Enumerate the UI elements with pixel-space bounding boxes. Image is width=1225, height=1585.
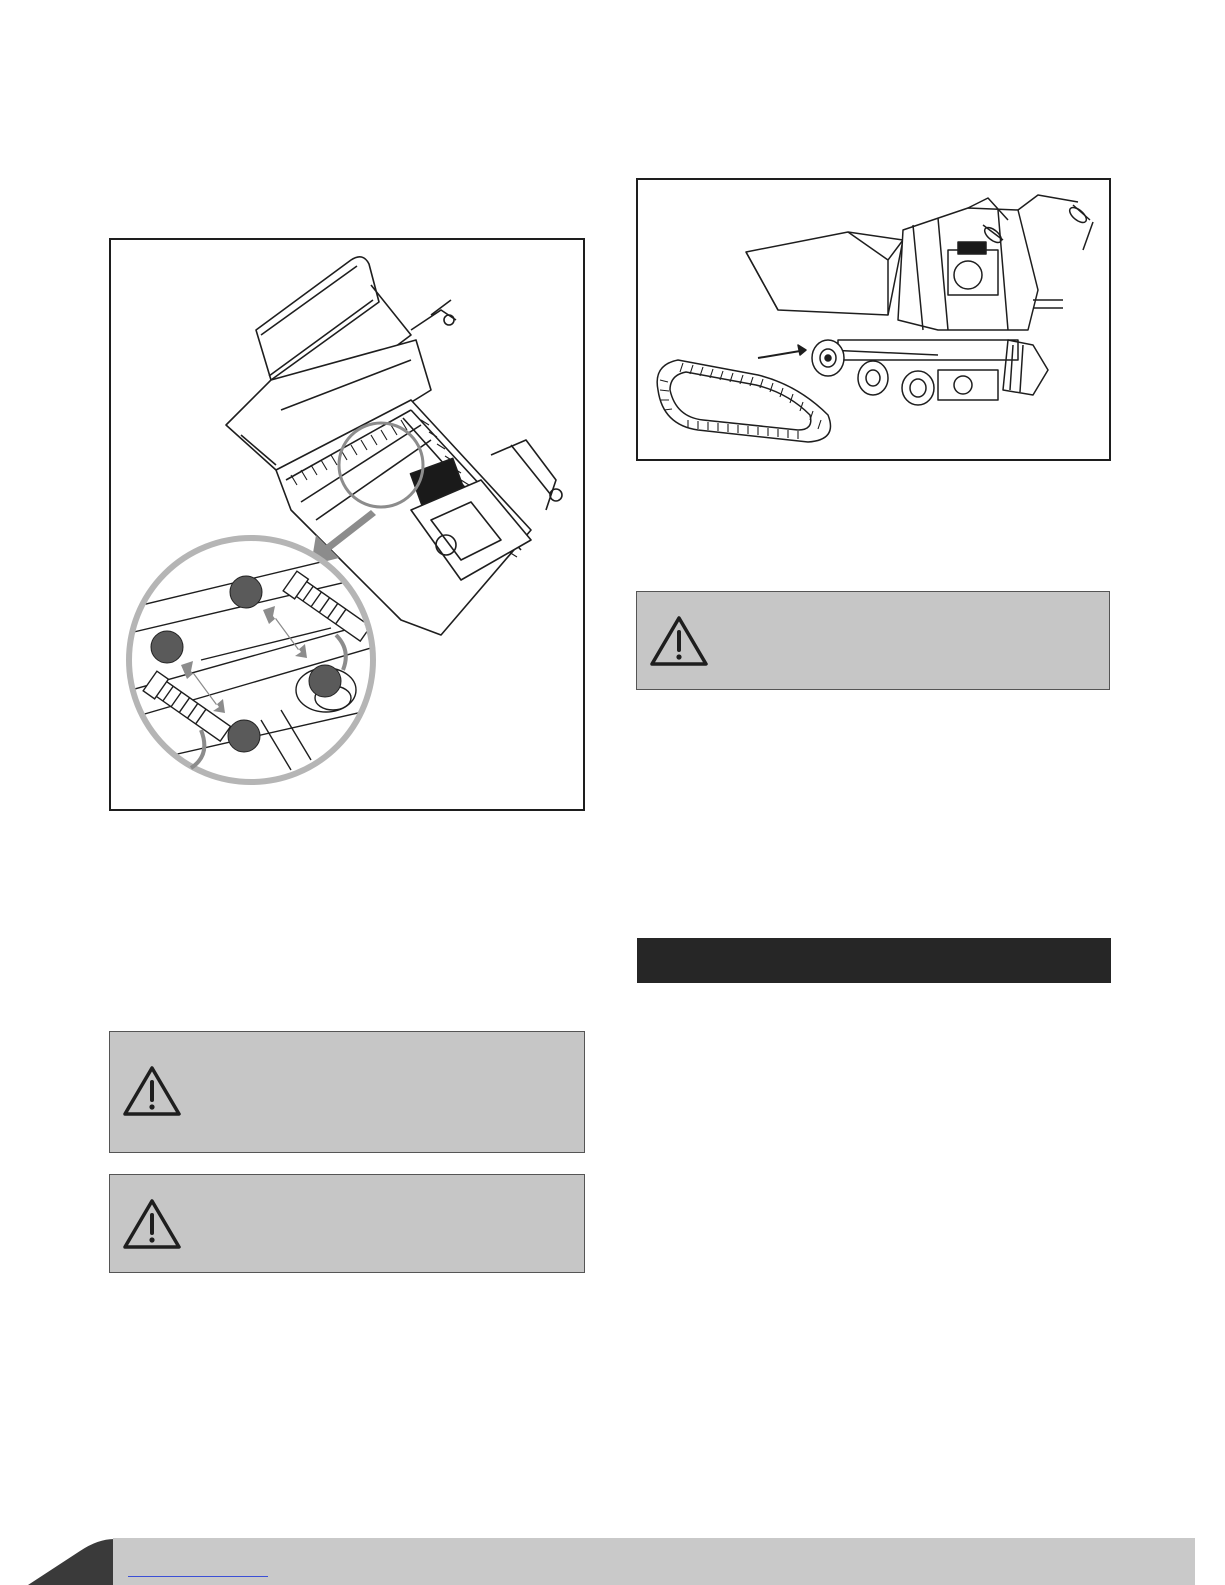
warning-triangle-icon bbox=[122, 1065, 182, 1117]
figure-track-removal bbox=[636, 178, 1111, 461]
warning-triangle-icon bbox=[122, 1198, 182, 1250]
marker-circle bbox=[309, 665, 341, 697]
dumper-adjustment-illustration bbox=[111, 240, 583, 809]
figure-dumper-adjustment bbox=[109, 238, 585, 811]
warning-callout bbox=[109, 1031, 585, 1153]
marker-circle bbox=[230, 576, 262, 608]
marker-circle bbox=[151, 631, 183, 663]
page-corner-tab bbox=[0, 1529, 114, 1585]
section-heading-bar bbox=[637, 938, 1111, 983]
track-removal-illustration bbox=[638, 180, 1109, 459]
warning-callout bbox=[109, 1174, 585, 1273]
footer-bar bbox=[113, 1538, 1195, 1585]
warning-callout bbox=[636, 591, 1110, 690]
marker-circle bbox=[228, 720, 260, 752]
warning-triangle-icon bbox=[649, 615, 709, 667]
footer-link-underline[interactable] bbox=[128, 1576, 268, 1577]
